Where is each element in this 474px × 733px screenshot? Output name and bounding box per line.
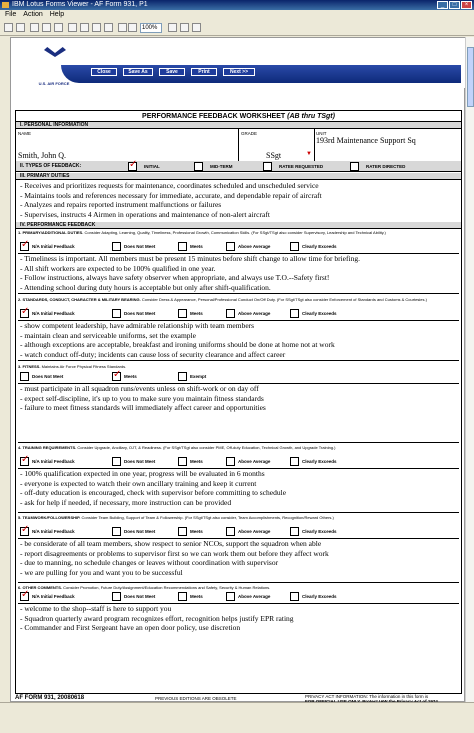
rating-label: Does Not Meet [124, 459, 156, 464]
rating-label: N/A Initial Feedback [32, 311, 75, 316]
rating-label: Above Average [238, 529, 271, 534]
toolbar [0, 20, 474, 36]
close-window-button[interactable]: × [461, 1, 472, 9]
rating-label: Above Average [238, 244, 271, 249]
area-2-comments[interactable]: - show competent leadership, have admirable relationship with team members - maintain clean and serviceable uniforms, set the example - although exceptions are acceptable, breakfast and ironing uniforms should be done at home not at work - watch conduct off-duty; incidents can cause loss of security clearance and affect career [18, 320, 459, 361]
divider [314, 129, 315, 161]
status-bar [0, 702, 474, 733]
area-3-comments[interactable]: - must participate in all squadron runs/events unless on shift-work or on day off - expect self-discipline, it's up to you to make sure you maintain fitness standards - failure to meet fitness standards will immediately affect career and opportunities [18, 383, 459, 443]
header-banner [61, 65, 461, 83]
fitness-meets-checkbox[interactable] [112, 369, 122, 381]
editions-note: PREVIOUS EDITIONS ARE OBSOLETE [155, 696, 237, 701]
menu-bar [0, 10, 474, 20]
rating-above-checkbox[interactable] [226, 309, 235, 318]
rating-label: Meets [190, 459, 203, 464]
rating-above-checkbox[interactable] [226, 457, 235, 466]
area-5-instructions: 5. TEAMWORK/FOLLOWERSHIP. Consider Team Building, Support of Team & Followership. (For SSgt/TSgt also consider, Team Accomplishments, Recognition/Reward Others.) [18, 515, 334, 520]
area-1-comments[interactable]: - Timeliness is important. All members must be present 15 minutes before shift change to allow time for briefing. - All shift workers are expected to be 100% qualified in one year. - Follow instructions, always have safety observer when appropriate, and always use T.O.--Safety first! - Attending school during duty hours is acceptable but only after shift-qualification. [18, 253, 459, 294]
rating-meets-checkbox[interactable] [178, 242, 187, 251]
rating-label: Meets [190, 594, 203, 599]
rating-label: Clearly Exceeds [302, 529, 337, 534]
rating-exceeds-checkbox[interactable] [290, 309, 299, 318]
primary-duties-text[interactable]: - Receives and prioritizes requests for maintenance, coordinates scheduled and unscheduled service - Maintains tools and references necessary for immediate, accurate, and dependable repair of aircraft - Analyzes and repairs reported instrument malfunctions or failures - Supervises, instructs 4 Airmen in operations and maintenance of non-alert aircraft [20, 181, 322, 219]
area-6-instructions: 6. OTHER COMMENTS. Consider Promotion, Future Duty/Assignment/Education Recommendations and Safety, Security & Human Relations. [18, 585, 271, 590]
rating-exceeds-checkbox[interactable] [290, 527, 299, 536]
name-field[interactable]: Smith, John Q. [18, 151, 67, 160]
check-icon: ✓ [21, 239, 30, 250]
prev-page-icon[interactable] [80, 23, 89, 32]
fit-width-icon[interactable] [180, 23, 189, 32]
checkbox-initial[interactable] [128, 159, 138, 171]
rating-label: Above Average [238, 459, 271, 464]
rating-label: Does Not Meet [32, 374, 64, 379]
area-1-instructions: 1. PRIMARY/ADDITIONAL DUTIES. Consider Adapting, Learning, Quality, Timeliness, Professional Growth, Communication Skills. (For SSgt/TSgt also consider Supervisory, Leadership and Technical Ability.) [18, 230, 386, 235]
menu-action[interactable]: Action [23, 11, 43, 18]
rating-label: Meets [124, 374, 137, 379]
rating-label: N/A Initial Feedback [32, 594, 75, 599]
section-primary-duties: III. PRIMARY DUTIES [16, 173, 461, 180]
rating-exceeds-checkbox[interactable] [290, 592, 299, 601]
rating-label: Clearly Exceeds [302, 459, 337, 464]
fit-page-icon[interactable] [168, 23, 177, 32]
rating-label: Does Not Meet [124, 244, 156, 249]
save-icon[interactable] [4, 23, 13, 32]
check-icon: ✓ [21, 454, 30, 465]
zoom-out-icon[interactable] [118, 23, 127, 32]
logo-text: U.S. AIR FORCE [38, 81, 70, 86]
print-icon[interactable] [16, 23, 25, 32]
check-icon: ✓ [113, 369, 122, 380]
rating-label: Clearly Exceeds [302, 594, 337, 599]
option-midterm: MID-TERM [210, 164, 233, 169]
rating-not-meet-checkbox[interactable] [112, 592, 121, 601]
check-icon: ✓ [21, 306, 30, 317]
option-ratee-requested: RATEE REQUESTED [279, 164, 324, 169]
rating-label: Meets [190, 311, 203, 316]
menu-file[interactable]: File [5, 11, 17, 18]
zoom-in-icon[interactable] [128, 23, 137, 32]
rating-above-checkbox[interactable] [226, 242, 235, 251]
form-title: PERFORMANCE FEEDBACK WORKSHEET (AB thru TSgt) [16, 111, 461, 122]
rating-label: Does Not Meet [124, 529, 156, 534]
check-icon: ✓ [21, 589, 30, 600]
cut-icon[interactable] [30, 23, 39, 32]
rating-label: N/A Initial Feedback [32, 529, 75, 534]
rating-label: Meets [190, 529, 203, 534]
rating-na-checkbox[interactable] [20, 306, 30, 318]
print-button[interactable]: Print [191, 68, 217, 76]
rating-na-checkbox[interactable] [20, 589, 30, 601]
close-button[interactable]: Close [91, 68, 117, 76]
minimize-button[interactable]: _ [437, 1, 448, 9]
rating-label: Above Average [238, 311, 271, 316]
scroll-thumb[interactable] [467, 47, 474, 107]
save-button[interactable]: Save [159, 68, 185, 76]
rating-meets-checkbox[interactable] [178, 527, 187, 536]
grade-label: GRADE [241, 131, 258, 136]
rating-exceeds-checkbox[interactable] [290, 242, 299, 251]
fitness-not-meet-checkbox[interactable] [20, 372, 29, 381]
first-page-icon[interactable] [68, 23, 77, 32]
privacy-note-1: PRIVACY ACT INFORMATION: The information in this form is [305, 694, 429, 699]
af-form-931 [15, 110, 462, 694]
rating-label: Meets [190, 244, 203, 249]
menu-help[interactable]: Help [49, 11, 65, 18]
option-initial: INITIAL [144, 164, 160, 169]
section-personal-info: I. PERSONAL INFORMATION [16, 122, 461, 129]
area-5-comments[interactable]: - be considerate of all team members, show respect to senior NCOs, support the squadron when able - report disagreements or problems to supervisor first so we can work them out before they affect work - due to manning, no schedule changes or leaves without coordination with supervisor - we are pulling for you and want you to be successful [18, 538, 459, 583]
rating-not-meet-checkbox[interactable] [112, 242, 121, 251]
checkbox-ratee-requested[interactable] [263, 162, 272, 171]
checkbox-midterm[interactable] [194, 162, 203, 171]
option-rater-directed: RATER DIRECTED [366, 164, 406, 169]
rating-label: N/A Initial Feedback [32, 459, 75, 464]
area-6-comments[interactable]: - welcome to the shop--staff is here to support you - Squadron quarterly award program recognizes effort, recognition helps justify EPR rating - Commander and First Sergeant have an open door policy, use discretion [18, 603, 459, 693]
rating-above-checkbox[interactable] [226, 527, 235, 536]
checkbox-rater-directed[interactable] [350, 162, 359, 171]
check-icon: ✓ [21, 524, 30, 535]
unit-label: UNIT [316, 131, 327, 136]
grade-select[interactable]: SSgt [266, 151, 282, 160]
last-page-icon[interactable] [104, 23, 113, 32]
rating-label: Clearly Exceeds [302, 311, 337, 316]
rating-not-meet-checkbox[interactable] [112, 309, 121, 318]
vertical-scrollbar[interactable] [465, 37, 474, 702]
next-button[interactable]: Next >> [223, 68, 255, 76]
help-icon[interactable] [192, 23, 201, 32]
rating-label: Above Average [238, 594, 271, 599]
rating-label: Does Not Meet [124, 311, 156, 316]
rating-label: Clearly Exceeds [302, 244, 337, 249]
dropdown-arrow-icon[interactable]: ▼ [306, 151, 312, 157]
maximize-button[interactable]: □ [449, 1, 460, 9]
zoom-select[interactable]: 100% [140, 23, 162, 33]
fitness-exempt-checkbox[interactable] [178, 372, 187, 381]
rating-label: Exempt [190, 374, 207, 379]
save-as-button[interactable]: Save As [123, 68, 153, 76]
window-title: IBM Lotus Forms Viewer - AF Form 931, P1 [12, 1, 148, 8]
rating-meets-checkbox[interactable] [178, 457, 187, 466]
copy-icon[interactable] [42, 23, 51, 32]
section-feedback-types: II. TYPES OF FEEDBACK: [16, 161, 461, 172]
rating-label: Does Not Meet [124, 594, 156, 599]
rating-na-checkbox[interactable] [20, 239, 30, 251]
rating-meets-checkbox[interactable] [178, 309, 187, 318]
section-performance-feedback: IV. PERFORMANCE FEEDBACK [16, 222, 461, 229]
rating-na-checkbox[interactable] [20, 454, 30, 466]
area-4-instructions: 4. TRAINING REQUIREMENTS. Consider Upgrade, Ancillary, OJT, & Readiness. (For SSgt/TSgt also consider PME, Off-duty Education, Technical Growth, and Upgrade Training.) [18, 445, 336, 450]
app-icon [2, 2, 9, 8]
rating-above-checkbox[interactable] [226, 592, 235, 601]
title-bar [0, 0, 474, 10]
rating-not-meet-checkbox[interactable] [112, 527, 121, 536]
form-page [10, 37, 465, 702]
paste-icon[interactable] [54, 23, 63, 32]
name-label: NAME [18, 131, 32, 136]
rating-na-checkbox[interactable] [20, 524, 30, 536]
divider [238, 129, 239, 161]
check-icon: ✓ [129, 159, 138, 170]
unit-field[interactable]: 193rd Maintenance Support Sq [316, 136, 416, 145]
next-page-icon[interactable] [92, 23, 101, 32]
form-header [11, 38, 466, 88]
rating-not-meet-checkbox[interactable] [112, 457, 121, 466]
area-2-instructions: 2. STANDARDS, CONDUCT, CHARACTER & MILITARY BEARING. Consider Dress & Appearance, Personal/Professional Conduct On/Off Duty. (For SSgt/TSgt also consider Enforcement of Standards and Customs & Courtesies.) [18, 297, 427, 302]
rating-meets-checkbox[interactable] [178, 592, 187, 601]
air-force-logo [44, 47, 66, 57]
form-id: AF FORM 931, 20080618 [15, 695, 85, 701]
rating-exceeds-checkbox[interactable] [290, 457, 299, 466]
area-4-comments[interactable]: - 100% qualification expected in one year, progress will be evaluated in 6 months - everyone is expected to watch their own ancillary training and keep it current - off-duty education is encouraged, check with supervisor before committing to schedule - ask for help if needed, if necessary, more instruction can be provided [18, 468, 459, 513]
rating-label: N/A Initial Feedback [32, 244, 75, 249]
area-3-instructions: 3. FITNESS. Maintains Air Force Physical Fitness Standards. [18, 364, 127, 369]
